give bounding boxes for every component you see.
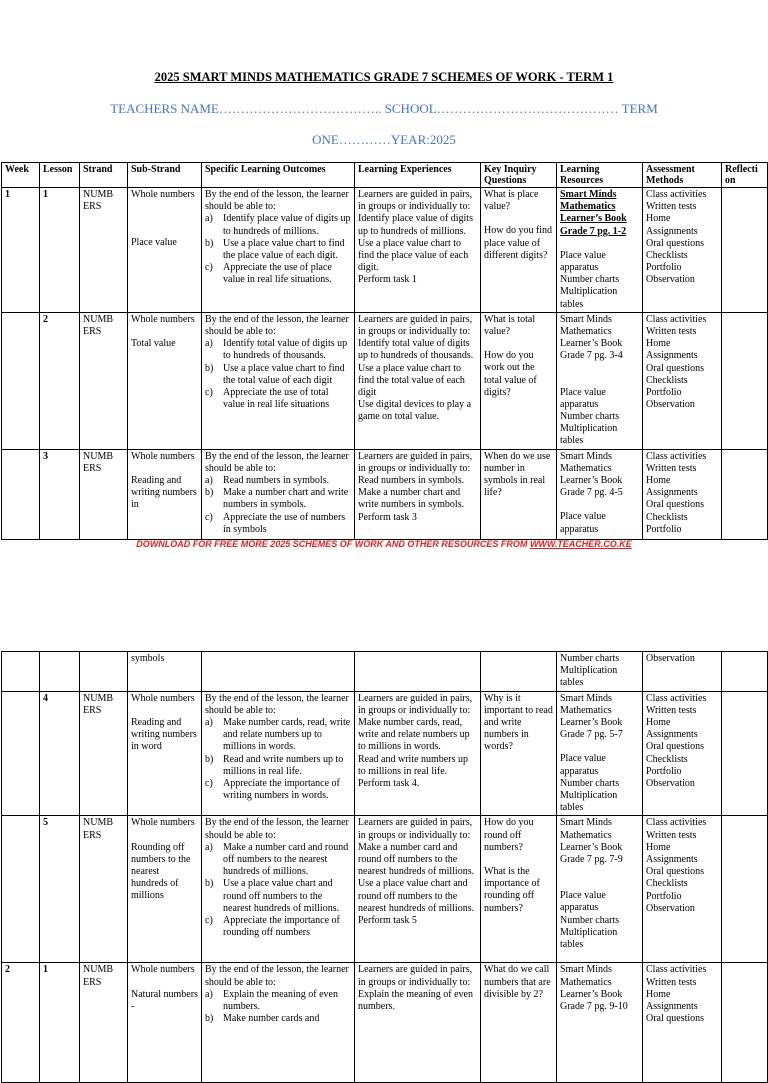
resource-item: Number charts xyxy=(560,914,620,926)
term-year-line: ONE…………YEAR:2025 xyxy=(312,132,456,147)
header-resources: Learning Resources xyxy=(557,163,643,188)
kiq-item: What is place value? xyxy=(484,189,539,213)
outcomes-intro: By the end of the lesson, the learner should be able to: xyxy=(205,692,349,716)
outcome-item: Use a place value chart and round off numbers to the nearest hundreds of millions. xyxy=(223,878,340,914)
experiences-cell xyxy=(355,963,481,1083)
outcome-item: Use a place value chart to find the total value of each digit xyxy=(223,362,345,386)
resource-item: Multiplication tables xyxy=(560,423,618,447)
kiq-cell xyxy=(481,188,557,313)
learner-book-ref: Smart Minds Mathematics Learner’s Book Grade 7 pg. 9-10 xyxy=(560,964,628,1013)
resource-item: Multiplication tables xyxy=(560,665,618,689)
header-lesson: Lesson xyxy=(40,163,80,188)
experience-item: Perform task 4. xyxy=(358,778,420,790)
sub-strand-main: Whole numbers xyxy=(131,450,195,462)
kiq-cell xyxy=(481,963,557,1083)
resource-item: Place value apparatus xyxy=(560,890,606,914)
resources-cell xyxy=(557,652,643,692)
experience-item: Perform task 1 xyxy=(358,274,417,286)
experiences-intro: Learners are guided in pairs, in groups or individually to: xyxy=(358,964,473,988)
header-experiences: Learning Experiences xyxy=(355,163,481,188)
week-cell xyxy=(2,449,40,539)
learner-book-ref: Smart Minds Mathematics Learner’s Book Grade 7 pg. 3-4 xyxy=(560,313,623,362)
resources-cell xyxy=(557,312,643,449)
resource-item: Number charts xyxy=(560,777,620,789)
sub-strand-cell xyxy=(128,449,202,539)
resource-item: Number charts xyxy=(560,274,620,286)
header-reflection: Reflecti on xyxy=(722,163,768,188)
resources-cell xyxy=(557,449,643,539)
strand-cell xyxy=(80,652,128,692)
sub-strand-main: Whole numbers xyxy=(131,817,195,829)
experience-item: Use digital devices to play a game on total value. xyxy=(358,399,472,423)
outcome-item: Use a place value chart to find the place value of each digit. xyxy=(223,237,345,262)
assessment-cell: Class activities Written tests Home Assignments Oral questions Checklists Portfolio Observation xyxy=(643,691,722,816)
experience-item: Read numbers in symbols. xyxy=(358,475,465,487)
resources-cell xyxy=(557,816,643,963)
assessment-cell: Class activities Written tests Home Assignments Oral questions Checklists Portfolio Observation xyxy=(643,312,722,449)
lesson-cell: 3 xyxy=(40,449,80,539)
sub-strand-cell xyxy=(128,816,202,963)
reflection-cell[interactable] xyxy=(722,652,768,692)
experiences-intro: Learners are guided in pairs, in groups or individually to: xyxy=(358,189,473,213)
sub-strand-topic: Rounding off numbers to the nearest hundreds of millions xyxy=(131,841,191,902)
outcome-item: Make number cards, read, write and relate numbers up to millions in words. xyxy=(223,717,351,753)
outcomes-cell: By the end of the lesson, the learner should be able to: a) Read numbers in symbols. b) Make a number chart and write numbers in symbols. c) Appreciate the use of numbers in symbols xyxy=(202,449,355,539)
table-row xyxy=(2,691,768,816)
outcome-item: Appreciate the importance of writing numbers in words. xyxy=(223,778,340,802)
assessment-cell: Class activities Written tests Home Assignments Oral questions xyxy=(643,963,722,1083)
sub-strand-main: Whole numbers xyxy=(131,189,195,200)
experience-item: Identify total value of digits up to hundreds of thousands. xyxy=(358,338,474,362)
experiences-cell xyxy=(355,691,481,816)
resource-item: Place value apparatus xyxy=(560,511,606,535)
experiences-cell xyxy=(355,652,481,692)
experience-item: Read and write numbers up to millions in real life. xyxy=(358,753,468,777)
kiq-cell xyxy=(481,816,557,963)
experiences-cell xyxy=(355,816,481,963)
kiq-item: How do you find place value of different digits? xyxy=(484,225,553,261)
outcomes-intro: By the end of the lesson, the learner should be able to: xyxy=(205,189,349,213)
resource-item: Multiplication tables xyxy=(560,926,618,951)
teacher-website-link[interactable]: WWW.TEACHER.CO.KE xyxy=(529,539,632,549)
kiq-cell xyxy=(481,691,557,816)
outcomes-cell: By the end of the lesson, the learner should be able to: a) Identify total value of digits up to hundreds of thousands. b) Use a place value chart to find the total value of each digit c) Appreciate the use of total value in real life situations xyxy=(202,312,355,449)
outcomes-intro: By the end of the lesson, the learner should be able to: xyxy=(205,450,349,474)
outcome-item: Read numbers in symbols. xyxy=(223,475,330,487)
sub-strand-topic: Natural numbers - xyxy=(131,988,198,1012)
reflection-cell[interactable] xyxy=(722,691,768,816)
outcome-item: Appreciate the importance of rounding off numbers xyxy=(223,915,340,939)
sub-strand-cell: symbols xyxy=(128,652,202,692)
experiences-intro: Learners are guided in pairs, in groups or individually to: xyxy=(358,450,473,474)
experience-item: Make a number card and round off numbers to the nearest hundreds of millions. xyxy=(358,841,475,878)
header-week: Week xyxy=(2,163,40,188)
experience-item: Explain the meaning of even numbers. xyxy=(358,988,473,1013)
document-title: 2025 SMART MINDS MATHEMATICS GRADE 7 SCHEMES OF WORK - TERM 1 xyxy=(154,70,614,84)
sub-strand-topic: Total value xyxy=(131,338,176,350)
experiences-cell xyxy=(355,312,481,449)
week-cell xyxy=(2,816,40,963)
resource-item: Place value apparatus xyxy=(560,386,606,410)
outcome-item: Explain the meaning of even numbers. xyxy=(223,988,338,1013)
assessment-cell: Class activities Written tests Home Assignments Oral questions Checklists Portfolio Observation xyxy=(643,188,722,313)
header-strand: Strand xyxy=(80,163,128,188)
header-outcomes: Specific Learning Outcomes xyxy=(202,163,355,188)
resource-item: Place value apparatus xyxy=(560,753,606,777)
lesson-cell: 1 xyxy=(40,188,80,313)
kiq-item: What is total value? xyxy=(484,313,536,338)
sub-strand-cell xyxy=(128,691,202,816)
experiences-cell xyxy=(355,188,481,313)
experience-item: Use a place value chart and round off numbers to the nearest hundreds of millions. xyxy=(358,878,475,914)
outcome-item: Appreciate the use of place value in real life situations. xyxy=(223,262,332,286)
reflection-cell[interactable] xyxy=(722,449,768,539)
assessment-cell: Class activities Written tests Home Assignments Oral questions Checklists Portfolio xyxy=(643,449,722,539)
reflection-cell[interactable] xyxy=(722,188,768,313)
learner-book-ref: Smart Minds Mathematics Learner’s Book Grade 7 pg. 1-2 xyxy=(560,189,627,237)
sub-strand-cell xyxy=(128,188,202,313)
resource-item: Number charts xyxy=(560,411,620,423)
outcome-item: Read and write numbers up to millions in real life. xyxy=(223,753,344,777)
table-row xyxy=(2,312,768,449)
resources-cell xyxy=(557,691,643,816)
sub-strand-main: Whole numbers xyxy=(131,964,195,976)
outcomes-cell: By the end of the lesson, the learner should be able to: a) Make a number card and round off numbers to the nearest hundreds of millions. b) Use a place value chart and round off numbers to the nearest hundreds of millions. c) Appreciate the importance of rounding off numbers xyxy=(202,816,355,963)
sub-strand-topic: Reading and writing numbers in word xyxy=(131,716,197,753)
experience-item: Perform task 3 xyxy=(358,511,417,523)
reflection-cell[interactable] xyxy=(722,963,768,1083)
lesson-cell xyxy=(40,652,80,692)
kiq-item: When do we use number in symbols in real life? xyxy=(484,450,551,499)
experiences-intro: Learners are guided in pairs, in groups or individually to: xyxy=(358,692,473,716)
sub-strand-topic: Place value xyxy=(131,237,177,249)
experiences-intro: Learners are guided in pairs, in groups or individually to: xyxy=(358,817,473,841)
experience-item: Perform task 5 xyxy=(358,915,417,927)
scheme-table-page1 xyxy=(1,162,768,540)
resources-cell xyxy=(557,188,643,313)
scheme-table-page2 xyxy=(1,651,768,1083)
outcome-item: Identify total value of digits up to hundreds of thousands. xyxy=(223,338,348,362)
outcome-item: Appreciate the use of total value in real life situations xyxy=(223,387,330,411)
table-row xyxy=(2,188,768,313)
kiq-item: How do you work out the total value of digits? xyxy=(484,350,537,398)
outcomes-cell: By the end of the lesson, the learner should be able to: a) Explain the meaning of even numbers. b) Make number cards and xyxy=(202,963,355,1083)
week-cell: 1 xyxy=(2,188,40,313)
lesson-cell: 4 xyxy=(40,691,80,816)
learner-book-ref: Smart Minds Mathematics Learner’s Book Grade 7 pg. 4-5 xyxy=(560,450,623,499)
outcome-item: Make a number chart and write numbers in symbols. xyxy=(223,487,349,511)
assessment-cell: Class activities Written tests Home Assignments Oral questions Checklists Portfolio Observation xyxy=(643,816,722,963)
experience-item: Make a number chart and write numbers in symbols. xyxy=(358,487,465,511)
experience-item: Make number cards, read, write and relate numbers up to millions in words. xyxy=(358,717,470,753)
assessment-cell: Observation xyxy=(643,652,722,692)
learner-book-ref: Smart Minds Mathematics Learner’s Book Grade 7 pg. 5-7 xyxy=(560,692,623,741)
outcomes-intro: By the end of the lesson, the learner should be able to: xyxy=(205,817,349,841)
outcomes-intro: By the end of the lesson, the learner should be able to: xyxy=(205,313,349,338)
week-cell xyxy=(2,691,40,816)
kiq-cell xyxy=(481,312,557,449)
experience-item: Identify place value of digits up to hundreds of millions. xyxy=(358,213,473,237)
strand-cell: NUMB ERS xyxy=(80,312,128,449)
resource-item: Multiplication tables xyxy=(560,790,618,814)
strand-cell: NUMB ERS xyxy=(80,963,128,1083)
sub-strand-main: Whole numbers xyxy=(131,692,195,704)
sub-strand-cell xyxy=(128,963,202,1083)
strand-cell: NUMB ERS xyxy=(80,188,128,313)
header-row xyxy=(2,163,768,188)
outcomes-cell: By the end of the lesson, the learner should be able to: a) Identify place value of digits up to hundreds of millions. b) Use a place value chart to find the place value of each digit. c) Appreciate the use of place value in real life situations. xyxy=(202,188,355,313)
kiq-item: What do we call numbers that are divisible by 2? xyxy=(484,964,551,1000)
lesson-cell: 1 xyxy=(40,963,80,1083)
reflection-cell[interactable] xyxy=(722,816,768,963)
kiq-cell xyxy=(481,652,557,692)
header-assessment: Assessment Methods xyxy=(643,163,722,188)
strand-cell: NUMB ERS xyxy=(80,816,128,963)
experience-item: Use a place value chart to find the total value of each digit xyxy=(358,362,465,399)
sub-strand-main: Whole numbers xyxy=(131,313,195,325)
learner-book-ref: Smart Minds Mathematics Learner’s Book Grade 7 pg. 7-9 xyxy=(560,817,623,866)
sub-strand-cell xyxy=(128,312,202,449)
experiences-intro: Learners are guided in pairs, in groups or individually to: xyxy=(358,313,473,338)
lesson-cell: 2 xyxy=(40,312,80,449)
resource-item: Number charts xyxy=(560,653,620,664)
table-row xyxy=(2,449,768,539)
kiq-cell xyxy=(481,449,557,539)
reflection-cell[interactable] xyxy=(722,312,768,449)
table-row xyxy=(2,963,768,1083)
strand-cell: NUMB ERS xyxy=(80,691,128,816)
strand-cell: NUMB ERS xyxy=(80,449,128,539)
kiq-item: How do you round off numbers? xyxy=(484,817,534,853)
table-row xyxy=(2,652,768,692)
kiq-item: Why is it important to read and write numbers in words? xyxy=(484,692,553,753)
outcome-item: Make number cards and xyxy=(223,1013,320,1025)
sub-strand-topic: Reading and writing numbers in xyxy=(131,474,197,511)
outcomes-intro: By the end of the lesson, the learner should be able to: xyxy=(205,964,349,988)
outcome-item: Appreciate the use of numbers in symbols xyxy=(223,511,346,535)
header-sub-strand: Sub-Strand xyxy=(128,163,202,188)
outcome-item: Identify place value of digits up to hundreds of millions. xyxy=(223,213,351,237)
week-cell xyxy=(2,652,40,692)
experiences-cell xyxy=(355,449,481,539)
table-row xyxy=(2,816,768,963)
outcomes-cell xyxy=(202,652,355,692)
experience-item: Use a place value chart to find the place value of each digit. xyxy=(358,237,469,274)
week-cell: 2 xyxy=(2,963,40,1083)
resource-item: Place value apparatus xyxy=(560,249,606,274)
resource-item: Multiplication tables xyxy=(560,286,618,310)
outcomes-cell: By the end of the lesson, the learner should be able to: a) Make number cards, read, write and relate numbers up to millions in words. b) Read and write numbers up to millions in real life. c) Appreciate the importance of writing numbers in words. xyxy=(202,691,355,816)
lesson-cell: 5 xyxy=(40,816,80,963)
kiq-item: What is the importance of rounding off numbers? xyxy=(484,866,540,914)
teacher-school-line: TEACHERS NAME……………………………….. SCHOOL…………………………………… TERM xyxy=(110,101,658,116)
resources-cell xyxy=(557,963,643,1083)
header-kiq: Key Inquiry Questions xyxy=(481,163,557,188)
outcome-item: Make a number card and round off numbers to the nearest hundreds of millions. xyxy=(223,841,349,878)
download-footer: DOWNLOAD FOR FREE MORE 2025 SCHEMES OF WORK AND OTHER RESOURCES FROM WWW.TEACHER.CO.KE xyxy=(136,539,632,549)
week-cell xyxy=(2,312,40,449)
